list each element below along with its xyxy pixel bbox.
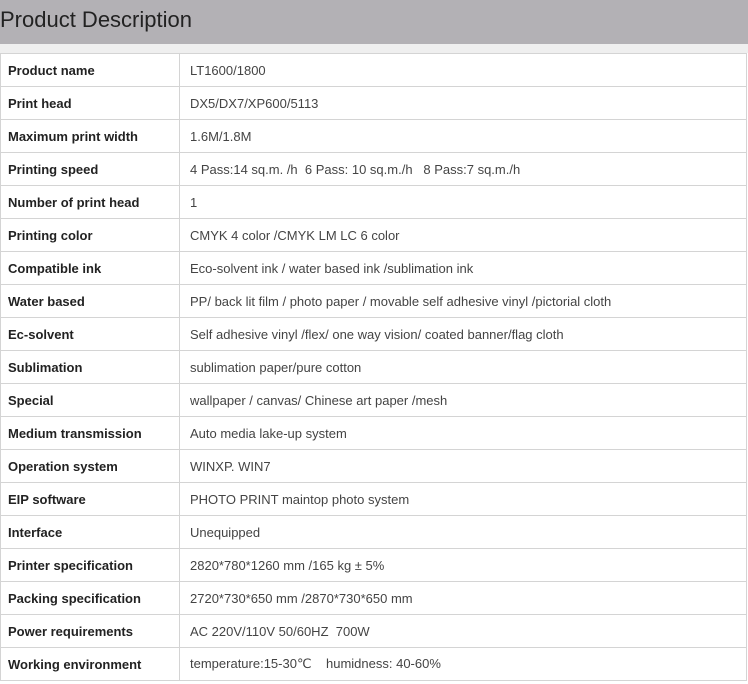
spec-label: Printing color bbox=[1, 219, 180, 252]
table-row bbox=[1, 54, 747, 87]
table-row bbox=[1, 120, 747, 153]
spec-table bbox=[0, 53, 747, 681]
table-row bbox=[1, 87, 747, 120]
spec-value: AC 220V/110V 50/60HZ 700W bbox=[180, 615, 747, 648]
spec-label: Compatible ink bbox=[1, 252, 180, 285]
spec-label: Print head bbox=[1, 87, 180, 120]
table-row bbox=[1, 648, 747, 681]
spec-value: Unequipped bbox=[180, 516, 747, 549]
table-row bbox=[1, 285, 747, 318]
spec-value: Auto media lake-up system bbox=[180, 417, 747, 450]
spec-value: 2720*730*650 mm /2870*730*650 mm bbox=[180, 582, 747, 615]
spec-label: Interface bbox=[1, 516, 180, 549]
spec-label: Medium transmission bbox=[1, 417, 180, 450]
table-row bbox=[1, 219, 747, 252]
spec-value: Self adhesive vinyl /flex/ one way vision/ coated banner/flag cloth bbox=[180, 318, 747, 351]
table-row bbox=[1, 615, 747, 648]
table-row bbox=[1, 186, 747, 219]
table-row bbox=[1, 417, 747, 450]
spec-value: CMYK 4 color /CMYK LM LC 6 color bbox=[180, 219, 747, 252]
spec-label: Working environment bbox=[1, 648, 180, 681]
section-header bbox=[0, 0, 748, 44]
spec-label: Operation system bbox=[1, 450, 180, 483]
spec-label: Ec-solvent bbox=[1, 318, 180, 351]
spec-label: Power requirements bbox=[1, 615, 180, 648]
table-row bbox=[1, 252, 747, 285]
table-row bbox=[1, 153, 747, 186]
table-row bbox=[1, 384, 747, 417]
spec-value: DX5/DX7/XP600/5113 bbox=[180, 87, 747, 120]
table-row bbox=[1, 516, 747, 549]
spec-label: Maximum print width bbox=[1, 120, 180, 153]
spec-value: Eco-solvent ink / water based ink /sublimation ink bbox=[180, 252, 747, 285]
spec-label: EIP software bbox=[1, 483, 180, 516]
spec-value: PP/ back lit film / photo paper / movable self adhesive vinyl /pictorial cloth bbox=[180, 285, 747, 318]
spec-label: Water based bbox=[1, 285, 180, 318]
table-row bbox=[1, 483, 747, 516]
spec-value: PHOTO PRINT maintop photo system bbox=[180, 483, 747, 516]
spec-value: 1.6M/1.8M bbox=[180, 120, 747, 153]
spec-label: Packing specification bbox=[1, 582, 180, 615]
spec-label: Printing speed bbox=[1, 153, 180, 186]
spec-value: WINXP. WIN7 bbox=[180, 450, 747, 483]
table-row bbox=[1, 549, 747, 582]
spec-label: Printer specification bbox=[1, 549, 180, 582]
spec-value: 1 bbox=[180, 186, 747, 219]
table-row bbox=[1, 450, 747, 483]
spec-label: Number of print head bbox=[1, 186, 180, 219]
spec-value: temperature:15-30℃ humidness: 40-60% bbox=[180, 648, 747, 681]
spec-value: LT1600/1800 bbox=[180, 54, 747, 87]
table-row bbox=[1, 582, 747, 615]
table-row bbox=[1, 318, 747, 351]
spec-value: 4 Pass:14 sq.m. /h 6 Pass: 10 sq.m./h 8 Pass:7 sq.m./h bbox=[180, 153, 747, 186]
spec-label: Sublimation bbox=[1, 351, 180, 384]
header-spacer bbox=[0, 44, 748, 53]
spec-value: 2820*780*1260 mm /165 kg ± 5% bbox=[180, 549, 747, 582]
table-row bbox=[1, 351, 747, 384]
spec-value: sublimation paper/pure cotton bbox=[180, 351, 747, 384]
spec-label: Special bbox=[1, 384, 180, 417]
spec-value: wallpaper / canvas/ Chinese art paper /mesh bbox=[180, 384, 747, 417]
section-title: Product Description bbox=[0, 7, 192, 32]
spec-label: Product name bbox=[1, 54, 180, 87]
